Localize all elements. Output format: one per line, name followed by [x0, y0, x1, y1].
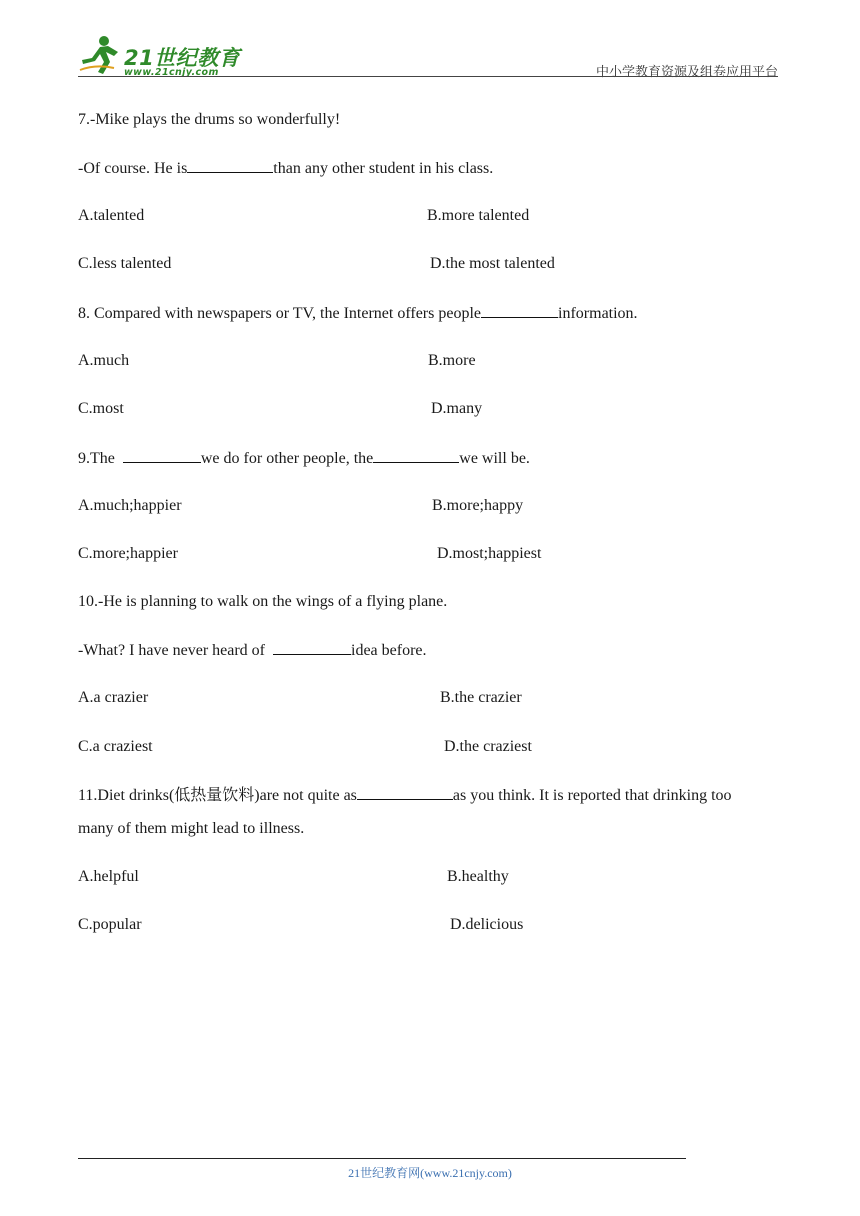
platform-tagline: 中小学教育资源及组卷应用平台 — [595, 65, 778, 80]
brand-logo — [78, 34, 248, 76]
option-c: C.most — [78, 400, 124, 417]
question-10-stem — [78, 592, 447, 612]
question-7-stem-line2 — [78, 158, 493, 179]
brand-url: www.21cnjy.com — [124, 67, 219, 78]
question-text: 10.-He is planning to walk on the wings of a flying plane. — [78, 593, 448, 610]
question-9-stem — [78, 448, 530, 469]
question-text: 7.-Mike plays the drums so wonderfully! — [78, 111, 341, 128]
answer-blank — [187, 158, 273, 173]
question-text: 11.Diet drinks(低热量饮料)are not quite as — [78, 787, 357, 804]
runner-logo-icon — [78, 34, 122, 76]
question-11-stem — [78, 785, 732, 806]
answer-blank — [481, 303, 558, 318]
question-text: we will be. — [459, 450, 530, 467]
option-d: D.the most talented — [430, 255, 555, 272]
option-b: B.healthy — [447, 868, 509, 885]
answer-blank — [123, 448, 201, 463]
option-b: B.more talented — [427, 207, 530, 224]
question-11-stem-line2 — [78, 819, 304, 839]
option-c: C.more;happier — [78, 545, 178, 562]
question-text: than any other student in his class. — [273, 160, 494, 177]
question-text: -What? I have never heard of — [78, 642, 269, 659]
option-b: B.more;happy — [432, 497, 524, 514]
page-header — [78, 28, 778, 78]
option-d: D.many — [431, 400, 483, 417]
option-b: B.more — [428, 352, 476, 369]
option-c: C.less talented — [78, 255, 172, 272]
option-c: C.a craziest — [78, 738, 153, 755]
question-8-stem — [78, 303, 638, 324]
option-a: A.helpful — [78, 868, 139, 885]
option-d: D.most;happiest — [437, 545, 542, 562]
answer-blank — [357, 785, 453, 800]
question-text: -Of course. He is — [78, 160, 188, 177]
question-text: idea before. — [351, 642, 427, 659]
option-d: D.delicious — [450, 916, 524, 933]
question-text: we do for other people, the — [200, 450, 374, 467]
answer-blank — [273, 640, 351, 655]
option-d: D.the craziest — [444, 738, 532, 755]
footer-link[interactable]: 21世纪教育网(www.21cnjy.com) — [348, 1166, 512, 1180]
option-a: A.talented — [78, 207, 145, 224]
question-text: many of them might lead to illness. — [78, 820, 305, 837]
question-7-stem — [78, 110, 340, 130]
question-text: 9.The — [78, 450, 119, 467]
question-10-stem-line2 — [78, 640, 427, 661]
option-a: A.much;happier — [78, 497, 182, 514]
option-b: B.the crazier — [440, 689, 522, 706]
header-divider — [78, 76, 778, 77]
question-text: 8. Compared with newspapers or TV, the Internet offers people — [78, 305, 482, 322]
brand-name: 21世纪教育 — [124, 46, 241, 70]
answer-blank — [373, 448, 459, 463]
option-c: C.popular — [78, 916, 142, 933]
question-text: information. — [558, 305, 638, 322]
option-a: A.much — [78, 352, 130, 369]
option-a: A.a crazier — [78, 689, 149, 706]
footer-divider — [78, 1158, 686, 1159]
question-text: as you think. It is reported that drinking too — [452, 787, 732, 804]
